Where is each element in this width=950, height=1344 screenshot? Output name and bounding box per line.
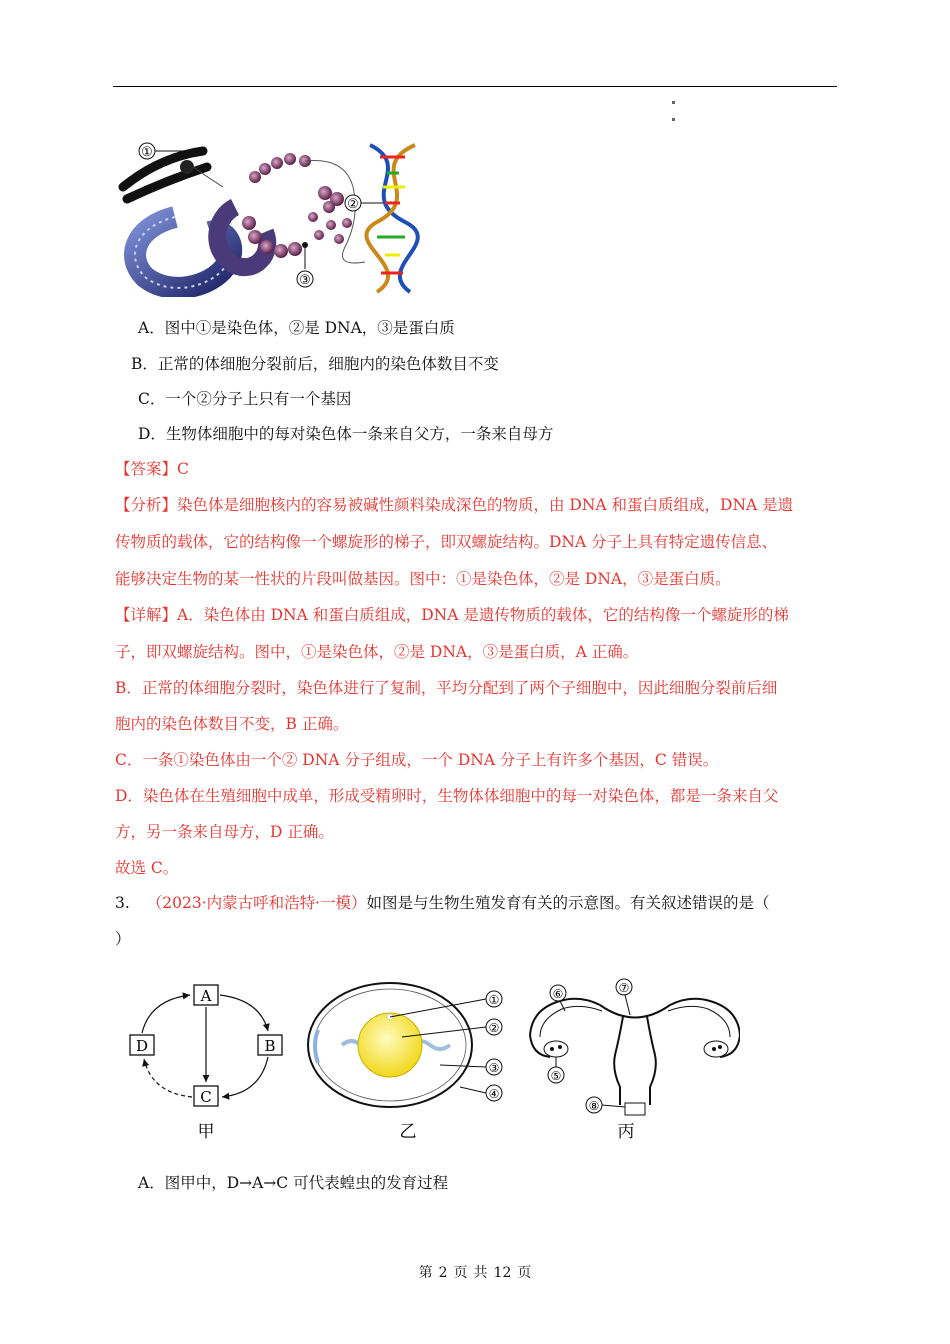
svg-text:C: C — [200, 1088, 212, 1106]
detail-line: 【详解】A．染色体由 DNA 和蛋白质组成，DNA 是遗传物质的载体，它的结构像一个螺旋形的梯 — [115, 606, 789, 624]
figure1-label-2: ② — [347, 197, 359, 212]
caption-jia: 甲 — [197, 1122, 215, 1142]
female-reproductive-diagram — [530, 979, 740, 1142]
caption-yi: 乙 — [399, 1122, 417, 1142]
question-number: 3. — [115, 894, 130, 912]
svg-text:D: D — [135, 1037, 149, 1055]
svg-text:⑥: ⑥ — [552, 987, 564, 1001]
analysis-line: 【分析】染色体是细胞核内的容易被碱性颜料染成深色的物质，由 DNA 和蛋白质组成，DNA 是遗 — [115, 496, 794, 514]
bird-egg-diagram — [308, 983, 502, 1142]
question-3-stem — [115, 893, 770, 913]
detail-line: C．一条①染色体由一个② DNA 分子组成，一个 DNA 分子上有许多个基因，C 错误。 — [115, 751, 719, 769]
chromosome-icon — [123, 151, 223, 199]
reproduction-figure — [120, 975, 740, 1145]
figure1-label-3: ③ — [299, 273, 311, 288]
svg-text:⑦: ⑦ — [618, 981, 630, 995]
svg-text:②: ② — [488, 1021, 500, 1035]
detail-line: B．正常的体细胞分裂时，染色体进行了复制，平均分配到了两个子细胞中，因此细胞分裂前后细 — [115, 679, 778, 697]
page-footer: 第 2 页 共 12 页 — [418, 1265, 532, 1281]
conclusion: 故选 C。 — [115, 859, 179, 877]
svg-text:B: B — [264, 1037, 276, 1055]
caption-bing: 丙 — [617, 1122, 635, 1142]
life-cycle-diagram — [130, 985, 282, 1142]
svg-text:①: ① — [488, 993, 500, 1007]
answer: 【答案】C — [115, 460, 189, 478]
svg-text:⑧: ⑧ — [588, 1099, 600, 1113]
question-3-stem-end: ） — [115, 930, 131, 948]
analysis-line: 能够决定生物的某一性状的片段叫做基因。图中：①是染色体，②是 DNA，③是蛋白质。 — [115, 570, 731, 588]
figure1-label-1: ① — [141, 145, 153, 160]
analysis-line: 传物质的载体，它的结构像一个螺旋形的梯子，即双螺旋结构。DNA 分子上具有特定遗传信息、 — [115, 533, 778, 551]
option-c: C．一个②分子上只有一个基因 — [138, 390, 352, 408]
svg-text:⑤: ⑤ — [550, 1069, 562, 1083]
question-source: （2023·内蒙古呼和浩特·一模） — [146, 894, 367, 912]
detail-line: 子，即双螺旋结构。图中，①是染色体，②是 DNA，③是蛋白质，A 正确。 — [115, 643, 639, 661]
detail-line: 方，另一条来自母方，D 正确。 — [115, 823, 334, 841]
question-text: 如图是与生物生殖发育有关的示意图。有关叙述错误的是（ — [366, 894, 770, 912]
option-b: B．正常的体细胞分裂前后，细胞内的染色体数目不变 — [131, 355, 499, 373]
chromosome-dna-figure — [115, 137, 435, 297]
nucleosome-beads-icon — [242, 153, 352, 258]
total-pages: 12 — [493, 1265, 512, 1281]
svg-text:A: A — [200, 987, 212, 1005]
svg-text:④: ④ — [488, 1087, 500, 1101]
detail-line: 胞内的染色体数目不变，B 正确。 — [115, 715, 349, 733]
scan-mark — [672, 101, 675, 104]
detail-line: D．染色体在生殖细胞中成单，形成受精卵时，生物体体细胞中的每一对染色体，都是一条来自父 — [115, 787, 779, 805]
current-page: 2 — [438, 1265, 448, 1281]
option-d: D．生物体细胞中的每对染色体一条来自父方，一条来自母方 — [138, 425, 554, 443]
scan-mark — [672, 118, 675, 121]
svg-text:③: ③ — [488, 1061, 500, 1075]
header-rule — [113, 86, 837, 87]
dna-helix-icon — [366, 145, 417, 292]
option-a: A．图中①是染色体，②是 DNA，③是蛋白质 — [138, 319, 455, 337]
q3-option-a: A．图甲中，D→A→C 可代表蝗虫的发育过程 — [138, 1174, 449, 1192]
